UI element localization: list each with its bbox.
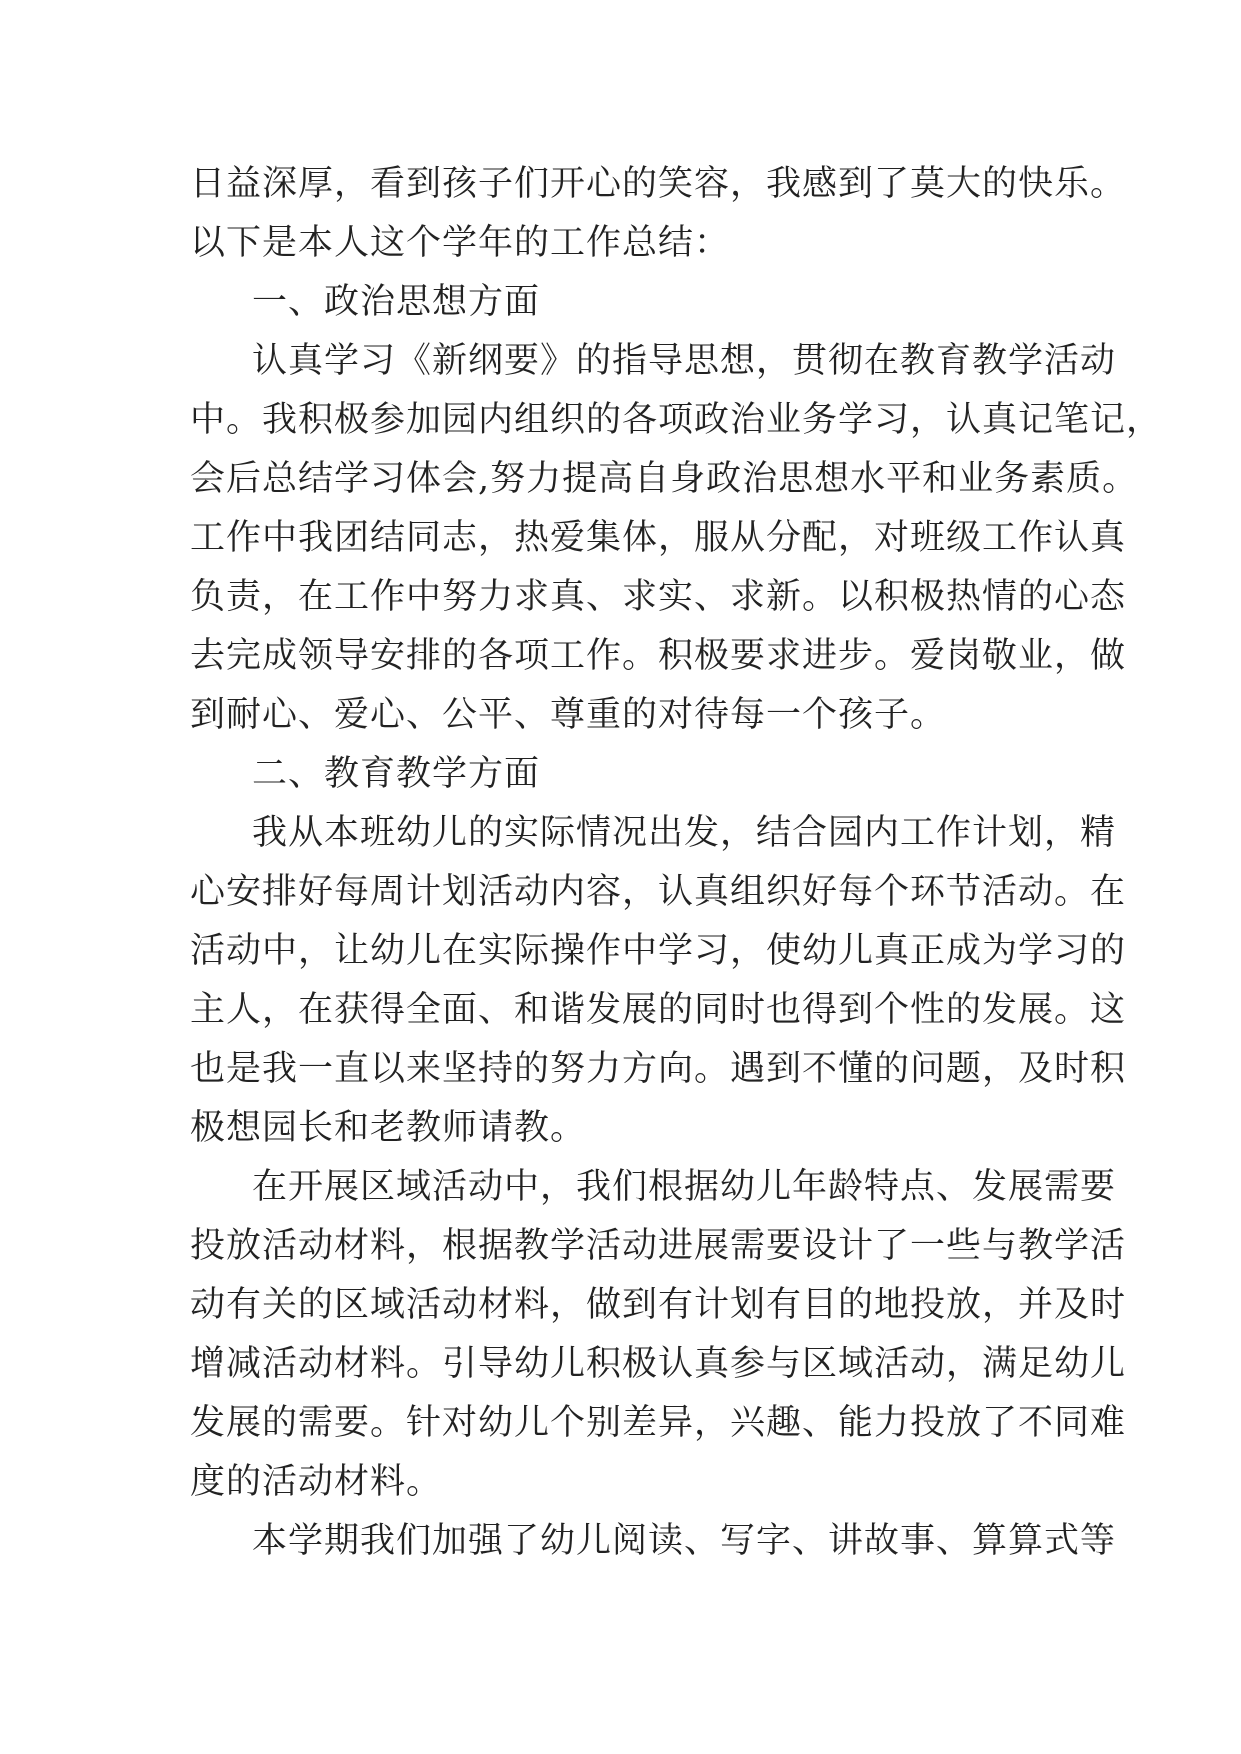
text-line: 动有关的区域活动材料，做到有计划有目的地投放，并及时	[190, 1285, 1127, 1325]
text-line: 认真学习《新纲要》的指导思想，贯彻在教育教学活动	[252, 341, 1117, 381]
section-heading: 一、政治思想方面	[252, 282, 541, 322]
text-line: 我从本班幼儿的实际情况出发，结合园内工作计划，精	[252, 813, 1117, 853]
text-line: 主人，在获得全面、和谐发展的同时也得到个性的发展。这	[190, 990, 1127, 1030]
text-line: 日益深厚，看到孩子们开心的笑容，我感到了莫大的快乐。	[190, 164, 1127, 204]
text-line: 以下是本人这个学年的工作总结：	[190, 223, 731, 263]
text-line: 本学期我们加强了幼儿阅读、写字、讲故事、算算式等	[252, 1521, 1117, 1561]
text-line: 极想园长和老教师请教。	[190, 1108, 587, 1148]
text-line: 会后总结学习体会,努力提高自身政治思想水平和业务素质。	[190, 459, 1139, 499]
text-line: 负责，在工作中努力求真、求实、求新。以积极热情的心态	[190, 577, 1127, 617]
text-line: 去完成领导安排的各项工作。积极要求进步。爱岗敬业，做	[190, 636, 1127, 676]
text-line: 发展的需要。针对幼儿个别差异，兴趣、能力投放了不同难	[190, 1403, 1127, 1443]
text-line: 心安排好每周计划活动内容，认真组织好每个环节活动。在	[190, 872, 1127, 912]
text-line: 也是我一直以来坚持的努力方向。遇到不懂的问题，及时积	[190, 1049, 1127, 1089]
section-heading: 二、教育教学方面	[252, 754, 541, 794]
text-line: 增减活动材料。引导幼儿积极认真参与区域活动，满足幼儿	[190, 1344, 1127, 1384]
document-body	[190, 155, 1163, 1571]
text-line: 投放活动材料，根据教学活动进展需要设计了一些与教学活	[190, 1226, 1127, 1266]
text-line: 到耐心、爱心、公平、尊重的对待每一个孩子。	[190, 695, 947, 735]
text-line: 中。我积极参加园内组织的各项政治业务学习，认真记笔记，	[190, 400, 1163, 440]
text-line: 在开展区域活动中，我们根据幼儿年龄特点、发展需要	[252, 1167, 1117, 1207]
text-line: 活动中，让幼儿在实际操作中学习，使幼儿真正成为学习的	[190, 931, 1127, 971]
text-line: 工作中我团结同志，热爱集体，服从分配，对班级工作认真	[190, 518, 1127, 558]
text-line: 度的活动材料。	[190, 1462, 443, 1502]
